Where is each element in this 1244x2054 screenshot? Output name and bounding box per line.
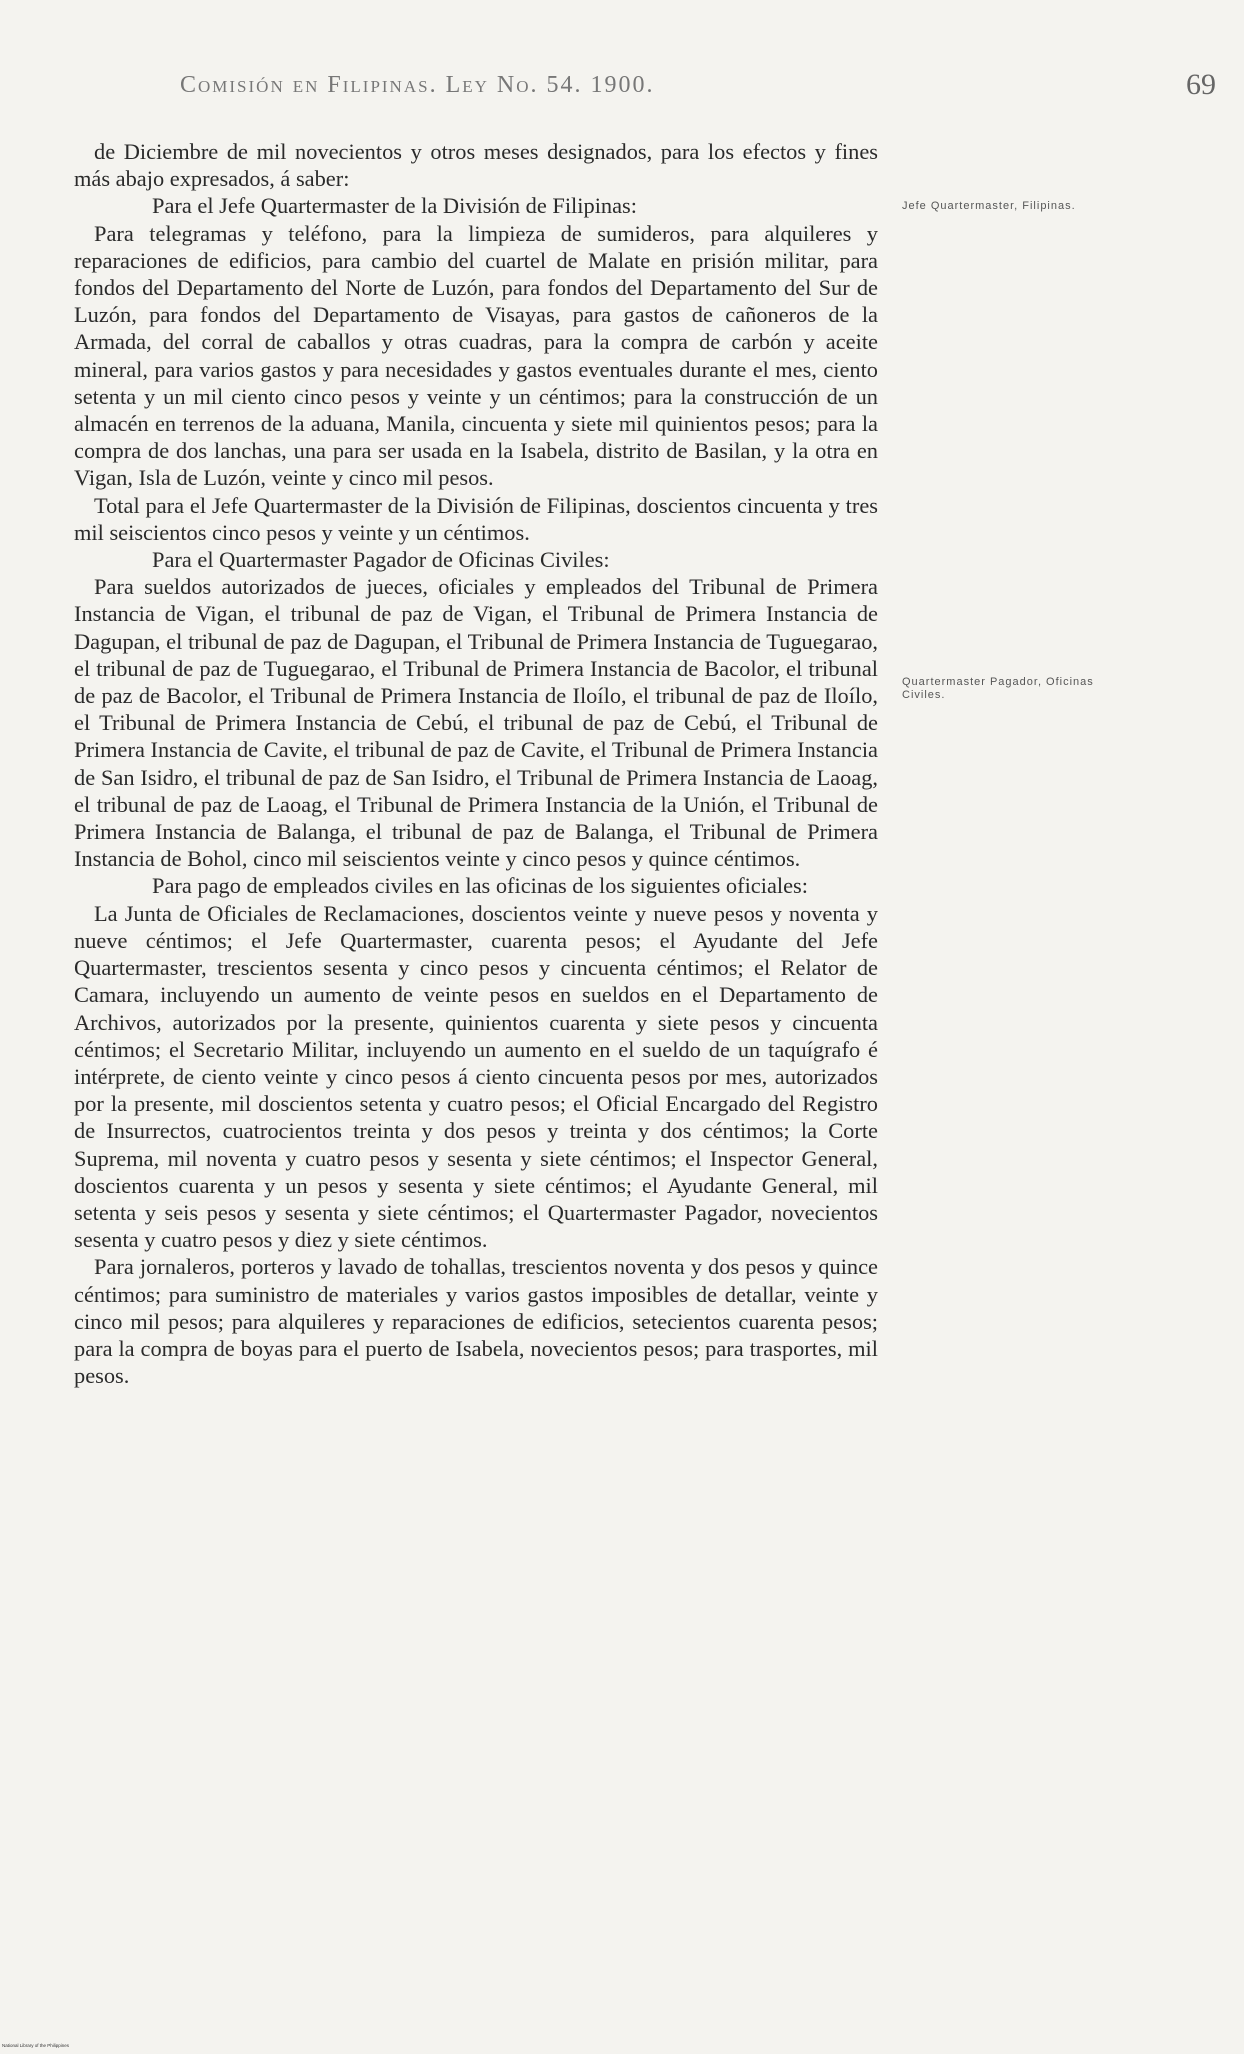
paragraph-jefe-expenses: Para telegramas y teléfono, para la limpieza de sumideros, para alquileres y reparaciones de edificios, para cambio del cuartel de Malate en prisión militar, para fondos del Departamento del Norte de Luzón, para fondos del Departamento del Sur de Luzón, para fondos del Departamento de Visayas, para gastos de cañoneros de la Armada, del corral de caballos y otras cuadras, para la compra de carbón y aceite mineral, para varios gastos y para necesidades y gastos eventuales durante el mes, ciento setenta y un mil ciento cinco pesos y veinte y un céntimos; para la construcción de un almacén en terrenos de la aduana, Manila, cincuenta y siete mil quinientos pesos; para la compra de dos lanchas, una para ser usada en la Isabela, distrito de Basilan, y la otra en Vigan, Isla de Luzón, veinte y cinco mil pesos.	[74, 220, 878, 491]
page-number: 69	[1186, 68, 1216, 101]
library-credit: National Library of the Philippines	[2, 2043, 70, 2048]
paragraph-jefe-total: Total para el Jefe Quartermaster de la División de Filipinas, doscientos cincuenta y tres mil seiscientos cinco pesos y veinte y un céntimos.	[74, 492, 878, 545]
running-header	[0, 68, 1244, 112]
paragraph-opening: de Diciembre de mil novecientos y otros meses designados, para los efectos y fines más abajo expresados, á saber:	[74, 139, 878, 192]
paragraph-laborers: Para jornaleros, porteros y lavado de tohallas, trescientos noventa y dos pesos y quince céntimos; para suministro de materiales y varios gastos imposibles de detallar, veinte y cinco mil pesos; para alquileres y reparaciones de edificios, setecientos cuarenta pesos; para la compra de boyas para el puerto de Isabela, novecientos pesos; para trasportes, mil pesos.	[74, 1254, 878, 1389]
margin-note-jefe-quartermaster: Jefe Quartermaster, Filipinas.	[902, 200, 1076, 212]
body-text	[74, 138, 878, 1389]
header-title: Comisión en Filipinas. Ley No. 54. 1900.	[180, 72, 655, 98]
paragraph-tribunal-salaries: Para sueldos autorizados de jueces, oficiales y empleados del Tribunal de Primera Instancia de Vigan, el tribunal de paz de Vigan, el Tribunal de Primera Instancia de Dagupan, el tribunal de paz de Dagupan, el Tribunal de Primera Instancia de Tuguegarao, el tribunal de paz de Tuguegarao, el Tribunal de Primera Instancia de Bacolor, el tribunal de paz de Bacolor, el Tribunal de Primera Instancia de Iloílo, el tribunal de paz de Iloílo, el Tribunal de Primera Instancia de Cebú, el tribunal de paz de Cebú, el Tribunal de Primera Instancia de Cavite, el tribunal de paz de Cavite, el Tribunal de Primera Instancia de San Isidro, el tribunal de paz de San Isidro, el Tribunal de Primera Instancia de Laoag, el tribunal de paz de Laoag, el Tribunal de Primera Instancia de la Unión, el Tribunal de Primera Instancia de Balanga, el tribunal de paz de Balanga, el Tribunal de Primera Instancia de Bohol, cinco mil seiscientos veinte y cinco pesos y quince céntimos.	[74, 574, 878, 872]
paragraph-civil-employees: La Junta de Oficiales de Reclamaciones, doscientos veinte y nueve pesos y noventa y nueve céntimos; el Jefe Quartermaster, cuarenta pesos; el Ayudante del Jefe Quartermaster, trescientos sesenta y cinco pesos y cincuenta céntimos; el Relator de Camara, incluyendo un aumento de veinte pesos en sueldos en el Departamento de Archivos, autorizados por la presente, quinientos cuarenta y siete pesos y cincuenta céntimos; el Secretario Militar, incluyendo un aumento en el sueldo de un taquígrafo é intérprete, de ciento veinte y cinco pesos á ciento cincuenta pesos por mes, autorizados por la presente, mil doscientos setenta y cuatro pesos; el Oficial Encargado del Registro de Insurrectos, cuatrocientos treinta y dos pesos y treinta y dos céntimos; la Corte Suprema, mil noventa y cuatro pesos y sesenta y siete céntimos; el Inspector General, doscientos cuarenta y un pesos y sesenta y siete céntimos; el Ayudante General, mil setenta y seis pesos y sesenta y siete céntimos; el Quartermaster Pagador, novecientos sesenta y cuatro pesos y diez y siete céntimos.	[74, 900, 878, 1253]
margin-note-quartermaster-pagador: Quartermaster Pagador, Oficinas Civiles.	[902, 676, 1094, 701]
section-heading-quartermaster-pagador: Para el Quartermaster Pagador de Oficinas Civiles:	[152, 547, 610, 573]
section-heading-jefe-quartermaster: Para el Jefe Quartermaster de la División de Filipinas:	[152, 193, 637, 219]
section-heading-civil-employees: Para pago de empleados civiles en las oficinas de los siguientes oficiales:	[152, 873, 808, 899]
